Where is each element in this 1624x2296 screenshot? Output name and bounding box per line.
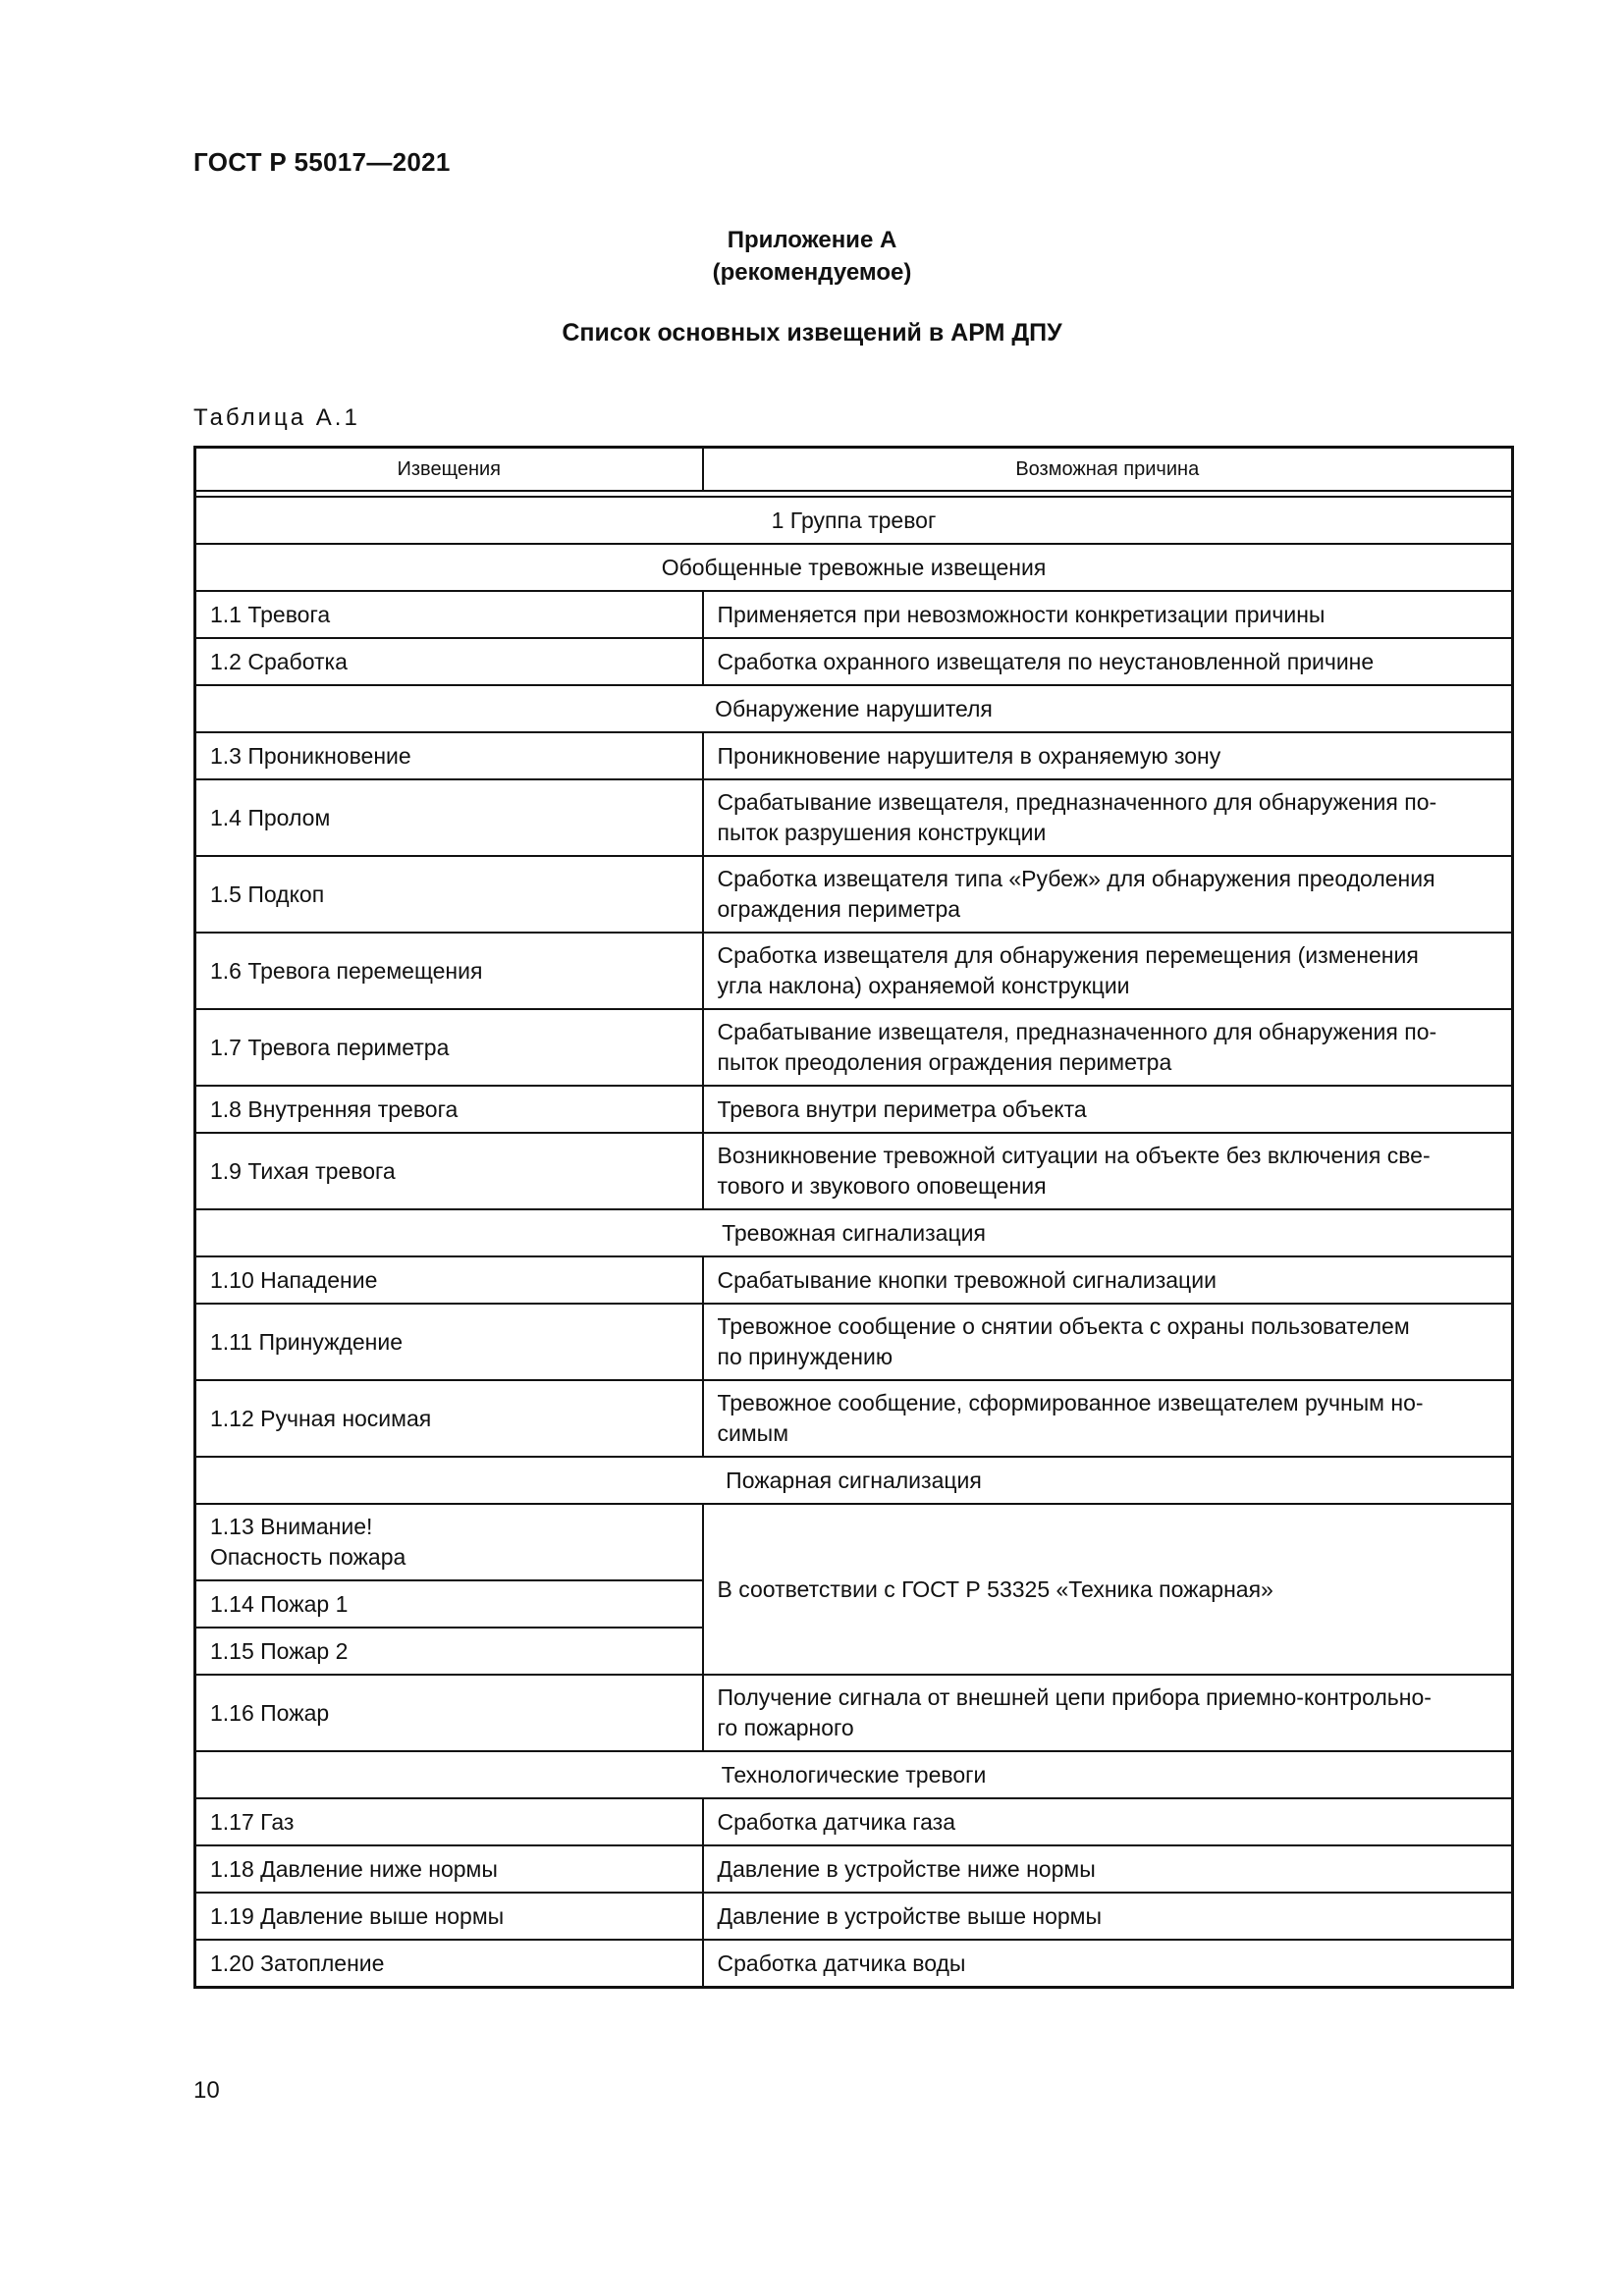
- table-row: [195, 591, 1513, 638]
- notification-cell: 1.15 Пожар 2: [195, 1628, 703, 1675]
- section-title: Пожарная сигнализация: [195, 1457, 1513, 1504]
- table-header-row: [195, 448, 1513, 492]
- table-row: [195, 1798, 1513, 1845]
- cause-cell: Срабатывание кнопки тревожной сигнализации: [703, 1256, 1513, 1304]
- cause-cell: Тревога внутри периметра объекта: [703, 1086, 1513, 1133]
- notification-cell: 1.18 Давление ниже нормы: [195, 1845, 703, 1893]
- cause-cell: Срабатывание извещателя, предназначенного для обнаружения по- пыток преодоления ограждения периметра: [703, 1009, 1513, 1086]
- notification-cell: 1.11 Принуждение: [195, 1304, 703, 1380]
- notification-cell: 1.17 Газ: [195, 1798, 703, 1845]
- cause-cell: Сработка охранного извещателя по неустановленной причине: [703, 638, 1513, 685]
- notification-cell: 1.5 Подкоп: [195, 856, 703, 933]
- notification-cell: 1.1 Тревога: [195, 591, 703, 638]
- notification-cell: 1.14 Пожар 1: [195, 1580, 703, 1628]
- notification-cell: 1.2 Сработка: [195, 638, 703, 685]
- cause-cell: Возникновение тревожной ситуации на объекте без включения све- тового и звукового оповещения: [703, 1133, 1513, 1209]
- cause-cell: Сработка извещателя типа «Рубеж» для обнаружения преодоления ограждения периметра: [703, 856, 1513, 933]
- cause-cell: Тревожное сообщение, сформированное извещателем ручным но- симым: [703, 1380, 1513, 1457]
- table-row: [195, 1504, 1513, 1580]
- cause-cell: Сработка датчика воды: [703, 1940, 1513, 1988]
- appendix-note: (рекомендуемое): [712, 259, 912, 286]
- notification-cell: 1.9 Тихая тревога: [195, 1133, 703, 1209]
- table-row: [195, 1845, 1513, 1893]
- notification-cell: 1.13 Внимание! Опасность пожара: [195, 1504, 703, 1580]
- cause-cell: Сработка датчика газа: [703, 1798, 1513, 1845]
- section-title: Тревожная сигнализация: [195, 1209, 1513, 1256]
- group-row: [195, 497, 1513, 544]
- table-row: [195, 1009, 1513, 1086]
- cause-cell: Давление в устройстве ниже нормы: [703, 1845, 1513, 1893]
- section-row: [195, 685, 1513, 732]
- cause-cell: Применяется при невозможности конкретизации причины: [703, 591, 1513, 638]
- section-row: [195, 544, 1513, 591]
- table-row: [195, 1133, 1513, 1209]
- notification-cell: 1.20 Затопление: [195, 1940, 703, 1988]
- notification-cell: 1.12 Ручная носимая: [195, 1380, 703, 1457]
- table-row: [195, 1940, 1513, 1988]
- table-row: [195, 1304, 1513, 1380]
- cause-cell: Тревожное сообщение о снятии объекта с охраны пользователем по принуждению: [703, 1304, 1513, 1380]
- table-row: [195, 1675, 1513, 1751]
- table-row: [195, 1380, 1513, 1457]
- section-row: [195, 1751, 1513, 1798]
- notification-cell: 1.8 Внутренняя тревога: [195, 1086, 703, 1133]
- notification-cell: 1.16 Пожар: [195, 1675, 703, 1751]
- table-row: [195, 732, 1513, 779]
- table-caption: Таблица А.1: [193, 404, 360, 431]
- standard-code: ГОСТ Р 55017—2021: [193, 147, 451, 177]
- appendix-title: Приложение А: [727, 227, 897, 253]
- notifications-table: [193, 446, 1514, 1989]
- section-row: [195, 1457, 1513, 1504]
- section-title: Обнаружение нарушителя: [195, 685, 1513, 732]
- notification-cell: 1.4 Пролом: [195, 779, 703, 856]
- notification-cell: 1.7 Тревога периметра: [195, 1009, 703, 1086]
- column-header-cause: Возможная причина: [703, 448, 1513, 492]
- cause-cell: Проникновение нарушителя в охраняемую зону: [703, 732, 1513, 779]
- cause-cell: Срабатывание извещателя, предназначенного для обнаружения по- пыток разрушения конструкции: [703, 779, 1513, 856]
- table-row: [195, 933, 1513, 1009]
- table-row: [195, 856, 1513, 933]
- cause-cell: Давление в устройстве выше нормы: [703, 1893, 1513, 1940]
- table-row: [195, 638, 1513, 685]
- page-number: 10: [193, 2077, 220, 2104]
- cause-cell: Получение сигнала от внешней цепи прибора приемно-контрольно- го пожарного: [703, 1675, 1513, 1751]
- table-row: [195, 1086, 1513, 1133]
- table-row: [195, 1893, 1513, 1940]
- table-row: [195, 1256, 1513, 1304]
- cause-cell-merged: В соответствии с ГОСТ Р 53325 «Техника пожарная»: [703, 1504, 1513, 1675]
- notification-cell: 1.19 Давление выше нормы: [195, 1893, 703, 1940]
- section-title: Технологические тревоги: [195, 1751, 1513, 1798]
- table-row: [195, 779, 1513, 856]
- group-title: 1 Группа тревог: [195, 497, 1513, 544]
- cause-cell: Сработка извещателя для обнаружения перемещения (изменения угла наклона) охраняемой конструкции: [703, 933, 1513, 1009]
- appendix-heading: [0, 224, 1624, 289]
- notification-cell: 1.10 Нападение: [195, 1256, 703, 1304]
- column-header-notifications: Извещения: [195, 448, 703, 492]
- notification-cell: 1.6 Тревога перемещения: [195, 933, 703, 1009]
- section-row: [195, 1209, 1513, 1256]
- notification-cell: 1.3 Проникновение: [195, 732, 703, 779]
- section-title: Обобщенные тревожные извещения: [195, 544, 1513, 591]
- document-heading: Список основных извещений в АРМ ДПУ: [562, 319, 1062, 347]
